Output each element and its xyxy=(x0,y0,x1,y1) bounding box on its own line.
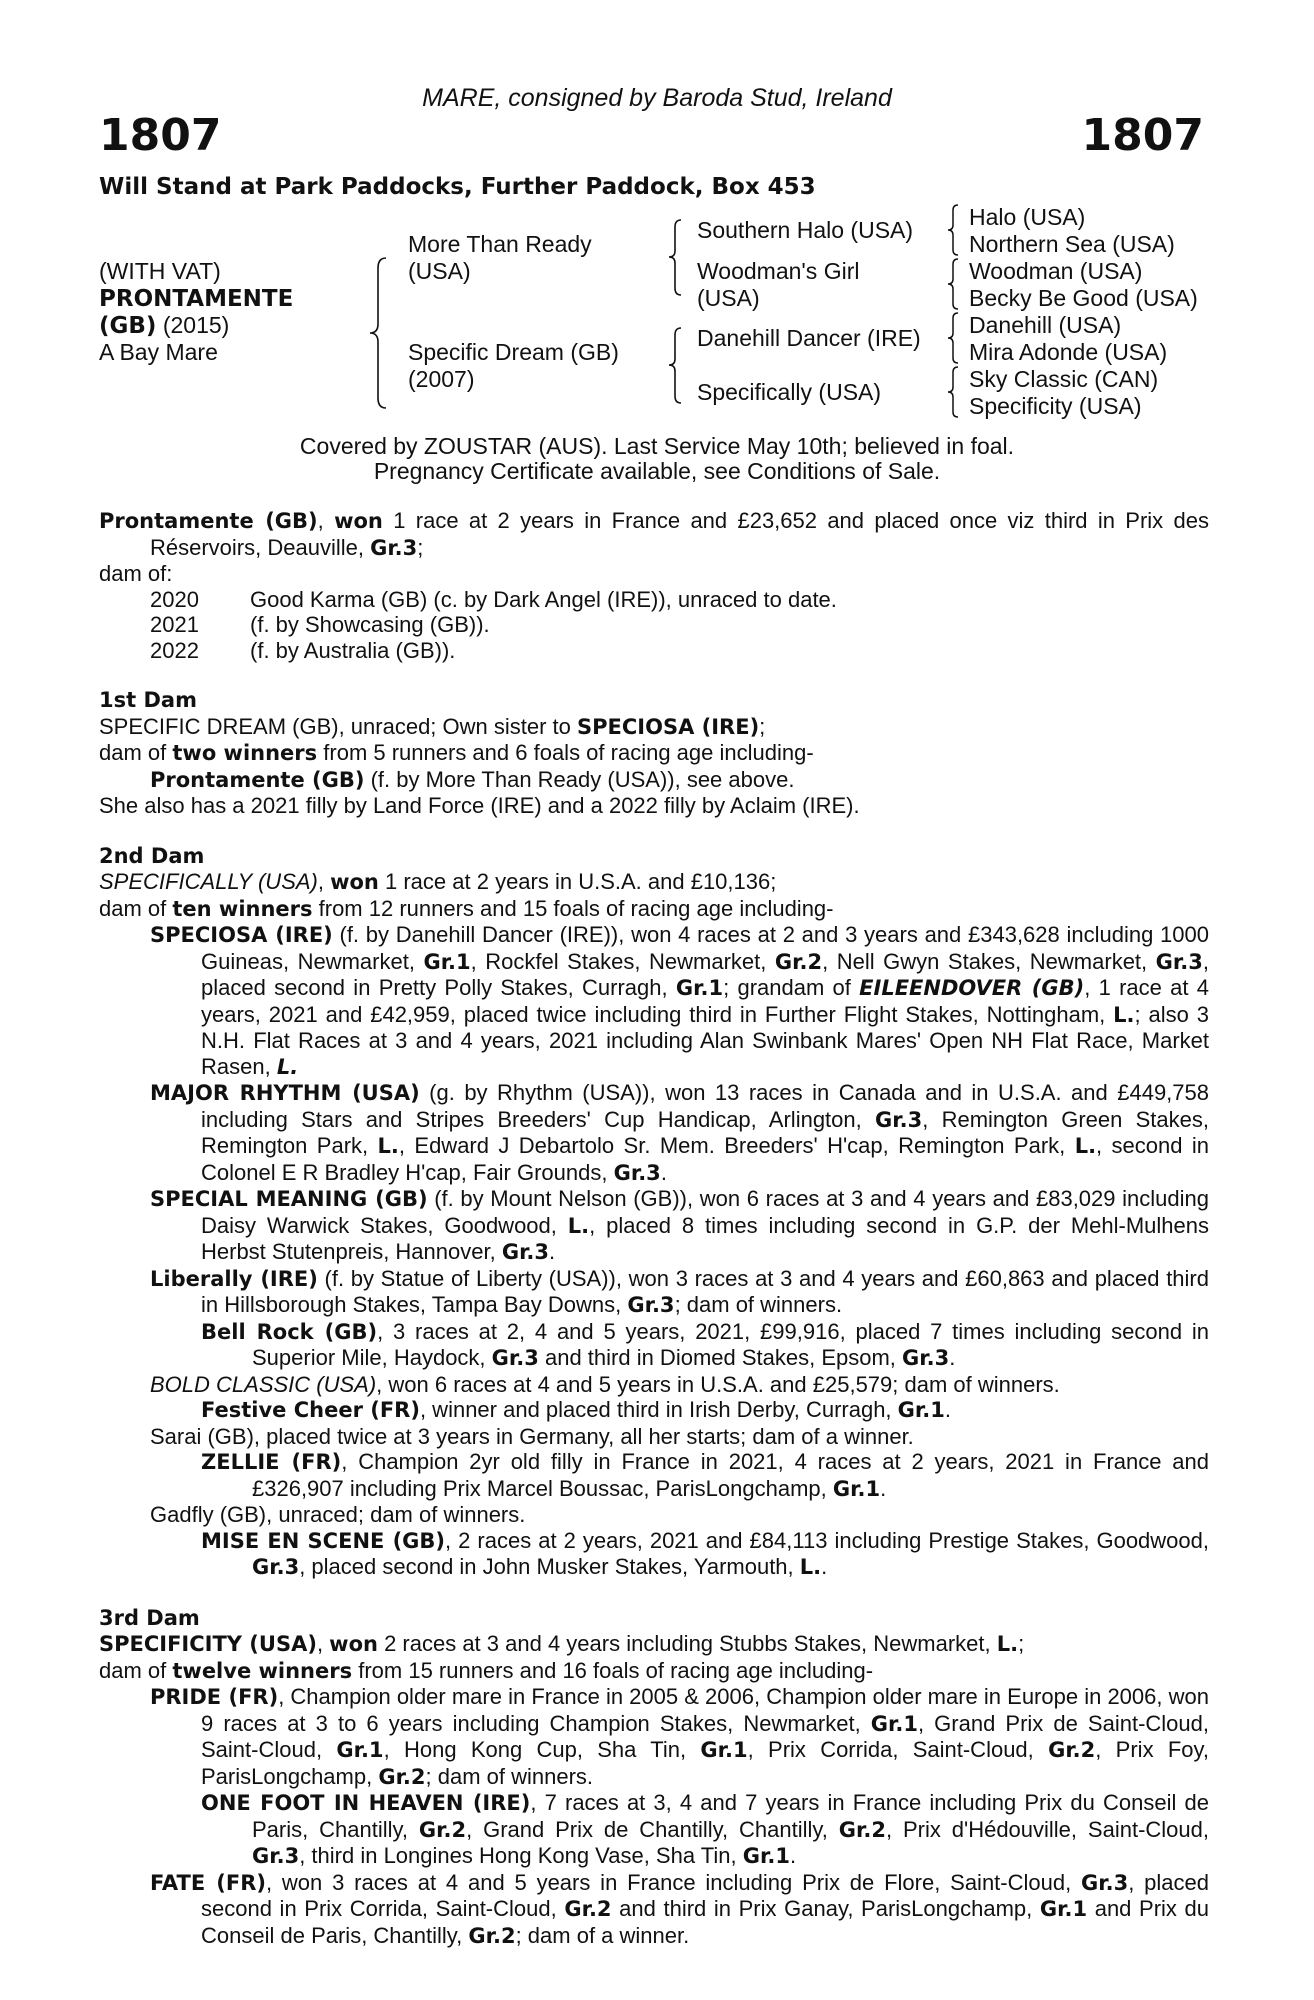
grade-label: L. xyxy=(1113,1002,1135,1027)
mare-name: Prontamente (GB) xyxy=(99,509,318,533)
produce-entry: Sarai (GB), placed twice at 3 years in Germany, all her starts; dam of a winner. xyxy=(150,1423,914,1449)
produce-entry xyxy=(99,1397,1209,1424)
text: , won 6 races at 4 and 5 years in U.S.A. and £25,579; dam of winners. xyxy=(376,1371,1060,1397)
dam-dam: Specifically (USA) xyxy=(697,379,882,405)
produce-name: ZELLIE (FR) xyxy=(201,1450,342,1474)
third-dam-heading: 3rd Dam xyxy=(99,1605,200,1630)
dam-name: Specific Dream (GB) xyxy=(408,339,619,365)
first-dam-line xyxy=(99,714,1209,741)
first-dam-text: SPECIFIC DREAM (GB), unraced; Own sister to xyxy=(99,713,578,739)
dd-sire: Sky Classic (CAN) xyxy=(969,366,1159,392)
text: ; dam of winners. xyxy=(674,1292,843,1317)
catalogue-body xyxy=(99,508,1209,1949)
produce-entry xyxy=(99,1790,1209,1870)
text: , Grand Prix de Chantilly, Chantilly, xyxy=(466,1816,839,1842)
text: ; dam of winners. xyxy=(425,1763,594,1789)
grade-label: Gr.1 xyxy=(700,1738,748,1762)
produce-name: Liberally (IRE) xyxy=(150,1266,318,1291)
produce-entry xyxy=(99,1186,1209,1266)
second-dam-produce-line xyxy=(99,896,1209,923)
horse-country: (GB) xyxy=(99,313,157,339)
text: , winner and placed third in Irish Derby, Curragh, xyxy=(419,1397,898,1422)
produce-name: BOLD CLASSIC (USA) xyxy=(150,1371,377,1397)
text: 1 race at 2 years in U.S.A. and £10,136; xyxy=(378,869,777,894)
grade-label: Gr.2 xyxy=(468,1923,516,1948)
sd-dam: Becky Be Good (USA) xyxy=(969,285,1198,311)
foal-year: 2020 xyxy=(150,586,199,612)
produce-name: SPECIOSA (IRE) xyxy=(150,923,333,947)
first-dam-heading: 1st Dam xyxy=(99,688,197,712)
grade-label: Gr.3 xyxy=(252,1555,300,1579)
sire-country: (USA) xyxy=(408,258,471,284)
text: dam of xyxy=(99,895,173,921)
text: . xyxy=(949,1345,956,1370)
grade-label: Gr.1 xyxy=(870,1711,918,1736)
grade-label: Gr.3 xyxy=(501,1240,550,1264)
grade-label: Gr.1 xyxy=(423,949,471,974)
produce-name: Prontamente (GB) xyxy=(150,767,365,792)
punctuation: , xyxy=(317,869,331,894)
pedigree-brace-dd xyxy=(945,365,961,421)
sire-dam: Woodman's Girl xyxy=(697,258,860,284)
grade-label: Gr.1 xyxy=(1039,1897,1088,1921)
sister-name: SPECIOSA (IRE) xyxy=(577,714,760,739)
grade-label: Gr.3 xyxy=(1081,1870,1129,1895)
sd-sire: Woodman (USA) xyxy=(969,258,1143,284)
text: dam of xyxy=(99,1657,173,1683)
text: , placed 8 times including second in G.P. der Mehl-Mulhens Herbst Stutenpreis, Hannover, xyxy=(201,1212,1209,1264)
mare-record-text: 1 race at 2 years in France and £23,652 and placed once viz third in Prix des Réservoirs, Deauville, xyxy=(150,508,1209,560)
won-label: won xyxy=(330,870,379,894)
text: and third in Prix Ganay, ParisLongchamp, xyxy=(611,1896,1040,1921)
text: , Grand Prix de Saint-Cloud, Saint-Cloud, xyxy=(201,1710,1210,1762)
produce-name: Festive Cheer (FR) xyxy=(201,1398,420,1422)
pedigree-brace-ds xyxy=(945,311,961,367)
grade-label: Gr.3 xyxy=(875,1107,923,1132)
grade-label: Gr.3 xyxy=(1155,949,1203,974)
produce-name: PRIDE (FR) xyxy=(150,1685,279,1709)
grade-label: Gr.3 xyxy=(370,535,418,560)
text: , Prix Foy, ParisLongchamp, xyxy=(201,1737,1209,1789)
horse-description: A Bay Mare xyxy=(99,339,218,365)
produce-entry xyxy=(99,1870,1209,1950)
sire-sire: Southern Halo (USA) xyxy=(697,217,914,243)
produce-entry xyxy=(99,1449,1209,1502)
covered-line-2: Pregnancy Certificate available, see Conditions of Sale. xyxy=(373,458,941,484)
grade-label: Gr.2 xyxy=(1048,1738,1096,1762)
dam-of-label: dam of: xyxy=(99,561,173,586)
grade-label: Gr.1 xyxy=(675,976,724,1000)
produce-name: SPECIAL MEANING (GB) xyxy=(150,1187,428,1211)
stand-location: Will Stand at Park Paddocks, Further Paddock, Box 453 xyxy=(99,174,816,200)
grade-label: Gr.2 xyxy=(378,1764,426,1789)
pedigree-brace-dam xyxy=(666,326,684,406)
text: , Prix d'Hédouville, Saint-Cloud, xyxy=(885,1816,1209,1842)
grade-label: L. xyxy=(996,1632,1019,1656)
punctuation: ; xyxy=(759,713,766,739)
text: (f. by Statue of Liberty (USA)), won 3 races at 3 and 4 years and £60,863 and placed third in Hillsborough Stakes, Tampa Bay Downs, xyxy=(201,1265,1209,1317)
ss-dam: Northern Sea (USA) xyxy=(969,231,1175,257)
produce-name: Bell Rock (GB) xyxy=(201,1319,378,1344)
covering-note xyxy=(0,434,1314,484)
grade-label: L. xyxy=(799,1555,822,1579)
text: and third in Diomed Stakes, Epsom, xyxy=(538,1345,903,1370)
text: dam of xyxy=(99,740,173,765)
grade-label: Gr.1 xyxy=(832,1476,881,1501)
produce-name: FATE (FR) xyxy=(150,1870,266,1895)
text: . xyxy=(660,1159,667,1185)
text: , 1 race at 4 years, 2021 and £42,959, placed twice including third in Further Flight Stakes, Nottingham, xyxy=(201,975,1209,1027)
grade-label: Gr.1 xyxy=(336,1738,384,1762)
foal-text: (f. by Australia (GB)). xyxy=(250,637,456,663)
text: , placed second in Prix Corrida, Saint-Cloud, xyxy=(201,1869,1209,1921)
text: (f. by Mount Nelson (GB)), won 6 races at 3 and 4 years and £83,029 including Daisy Warwick Stakes, Goodwood, xyxy=(201,1186,1210,1238)
produce-entry xyxy=(99,1080,1209,1186)
text: , second in Colonel E R Bradley H'cap, Fair Grounds, xyxy=(201,1133,1210,1185)
grade-label: Gr.3 xyxy=(627,1293,675,1317)
foal-row xyxy=(99,638,1209,664)
text: ; dam of a winner. xyxy=(515,1922,690,1948)
grade-label: Gr.2 xyxy=(838,1817,886,1842)
text: , Remington Green Stakes, Remington Park, xyxy=(201,1106,1209,1158)
first-dam-note: She also has a 2021 filly by Land Force (IRE) and a 2022 filly by Aclaim (IRE). xyxy=(99,793,860,818)
text: 2 races at 3 and 4 years including Stubbs Stakes, Newmarket, xyxy=(377,1631,997,1656)
produce-entry xyxy=(99,1319,1209,1372)
ss-sire: Halo (USA) xyxy=(969,204,1086,230)
foal-text: Good Karma (GB) (c. by Dark Angel (IRE)), unraced to date. xyxy=(250,586,837,612)
text: from 15 runners and 16 foals of racing age including- xyxy=(352,1657,874,1683)
produce-entry xyxy=(99,767,1209,794)
text: , placed second in John Musker Stakes, Yarmouth, xyxy=(299,1554,800,1579)
grade-label: Gr.1 xyxy=(742,1844,790,1868)
pedigree-brace-sire xyxy=(666,218,684,298)
text: , Hong Kong Cup, Sha Tin, xyxy=(383,1737,701,1762)
pedigree-brace-main xyxy=(366,256,390,410)
punctuation: ; xyxy=(1018,1631,1025,1656)
lot-number-right: 1807 xyxy=(1081,110,1204,161)
sire-name: More Than Ready xyxy=(408,231,592,257)
produce-entry xyxy=(99,922,1209,1080)
dam-sire: Danehill Dancer (IRE) xyxy=(697,325,921,351)
text: , 2 races at 2 years, 2021 and £84,113 including Prestige Stakes, Goodwood, xyxy=(445,1527,1209,1553)
mare-record: Prontamente (GB), won 1 race at 2 years in France and £23,652 and placed once viz third in Prix des Réservoirs, Deauville, Gr.3; xyxy=(99,508,1209,560)
foal-year: 2021 xyxy=(150,612,199,637)
ds-sire: Danehill (USA) xyxy=(969,312,1122,338)
foal-row xyxy=(99,612,1209,638)
first-dam-produce-line xyxy=(99,740,1209,767)
grade-label: Gr.3 xyxy=(613,1160,661,1185)
grade-label: Gr.1 xyxy=(897,1398,945,1422)
dd-dam: Specificity (USA) xyxy=(969,393,1142,419)
produce-entry xyxy=(99,1266,1209,1319)
pedigree-brace-ss xyxy=(945,203,961,259)
text: ; grandam of xyxy=(723,975,860,1000)
text: . xyxy=(821,1554,828,1579)
foal-row xyxy=(99,587,1209,613)
pedigree-brace-sd xyxy=(945,257,961,313)
grade-label: L. xyxy=(1074,1134,1097,1158)
text: (f. by More Than Ready (USA)), see above. xyxy=(364,766,795,792)
text: . xyxy=(549,1239,556,1264)
grade-label: Gr.2 xyxy=(418,1817,467,1842)
text: and Prix du Conseil de Paris, Chantilly, xyxy=(201,1896,1210,1948)
text: (g. by Rhythm (USA)), won 13 races in Canada and in U.S.A. and £449,758 including Stars and Stripes Breeders' Cup Handicap, Arlington, xyxy=(201,1080,1209,1132)
grade-label: Gr.3 xyxy=(491,1346,539,1370)
lot-number-left: 1807 xyxy=(99,110,222,161)
second-dam-name: SPECIFICALLY (USA) xyxy=(99,869,318,894)
text: (f. by Danehill Dancer (IRE)), won 4 races at 2 and 3 years and £343,628 including 1000 Guineas, Newmarket, xyxy=(201,922,1209,974)
punctuation: ; xyxy=(417,534,424,560)
produce-name: MAJOR RHYTHM (USA) xyxy=(150,1081,420,1105)
ds-dam: Mira Adonde (USA) xyxy=(969,339,1168,365)
grade-label: L. xyxy=(567,1213,590,1238)
text: ; also 3 N.H. Flat Races at 3 and 4 years, 2021 including Alan Swinbank Mares' Open NH Flat Race, Market Rasen, xyxy=(201,1001,1209,1079)
grade-label: Gr.3 xyxy=(252,1844,300,1868)
horse-name-text: PRONTAMENTE xyxy=(99,286,294,312)
grade-label: L. xyxy=(377,1134,399,1158)
winners-count: ten winners xyxy=(172,896,313,921)
grade-label: Gr.2 xyxy=(774,949,823,974)
produce-name: MISE EN SCENE (GB) xyxy=(201,1528,446,1553)
produce-name: ONE FOOT IN HEAVEN (IRE) xyxy=(201,1791,531,1815)
text: , Edward J Debartolo Sr. Mem. Breeders' H'cap, Remington Park, xyxy=(398,1133,1075,1158)
text: , Champion older mare in France in 2005 & 2006, Champion older mare in Europe in 2006, won 9 races at 3 to 6 years including Champion Stakes, Newmarket, xyxy=(201,1684,1209,1736)
foal-year: 2022 xyxy=(150,637,199,663)
text: , Champion 2yr old filly in France in 2021, 4 races at 2 years, 2021 in France and £326,907 including Prix Marcel Boussac, ParisLongchamp, xyxy=(252,1449,1210,1501)
produce-entry xyxy=(99,1684,1209,1790)
third-dam-name: SPECIFICITY (USA) xyxy=(99,1632,317,1656)
won-label: won xyxy=(334,509,383,533)
third-dam-line xyxy=(99,1631,1209,1658)
text: , Nell Gwyn Stakes, Newmarket, xyxy=(822,948,1156,974)
text: . xyxy=(880,1475,887,1501)
text: , placed second in Pretty Polly Stakes, Curragh, xyxy=(201,948,1209,1000)
text: from 5 runners and 6 foals of racing age including- xyxy=(317,740,814,765)
text: , Prix Corrida, Saint-Cloud, xyxy=(747,1737,1049,1762)
horse-name xyxy=(99,285,293,313)
third-dam-produce-line xyxy=(99,1658,1209,1685)
sire-dam-country: (USA) xyxy=(697,285,760,311)
horse-year: (2015) xyxy=(156,312,230,338)
text: . xyxy=(944,1397,951,1422)
produce-entry xyxy=(99,1528,1209,1581)
text: , third in Longines Hong Kong Vase, Sha Tin, xyxy=(299,1843,743,1868)
text: , won 3 races at 4 and 5 years in France including Prix de Flore, Saint-Cloud, xyxy=(265,1869,1082,1895)
punctuation: , xyxy=(316,1631,330,1656)
covered-line-1: Covered by ZOUSTAR (AUS). Last Service May 10th; believed in foal. xyxy=(299,433,1015,459)
text: , 3 races at 2, 4 and 5 years, 2021, £99,916, placed 7 times including second in Superior Mile, Haydock, xyxy=(252,1318,1209,1370)
vat-note: (WITH VAT) xyxy=(99,258,221,284)
second-dam-heading: 2nd Dam xyxy=(99,843,205,868)
dam-year: (2007) xyxy=(408,366,475,392)
text: , 7 races at 3, 4 and 7 years in France including Prix du Conseil de Paris, Chantilly, xyxy=(252,1790,1209,1842)
second-dam-line xyxy=(99,869,1209,896)
text: from 12 runners and 15 foals of racing age including- xyxy=(312,895,834,921)
horse-country-year xyxy=(99,312,229,340)
consignment-line: MARE, consigned by Baroda Stud, Ireland xyxy=(422,84,892,112)
foal-text: (f. by Showcasing (GB)). xyxy=(250,612,490,637)
won-label: won xyxy=(329,1632,378,1656)
produce-entry xyxy=(99,1372,1209,1398)
grade-label: Gr.2 xyxy=(564,1897,612,1921)
text: , Rockfel Stakes, Newmarket, xyxy=(470,948,775,974)
winners-count: twelve winners xyxy=(172,1658,353,1683)
grade-label: L. xyxy=(276,1054,299,1079)
text: . xyxy=(789,1843,797,1868)
grandchild-name: EILEENDOVER (GB) xyxy=(859,976,1085,1000)
produce-entry: Gadfly (GB), unraced; dam of winners. xyxy=(150,1502,526,1527)
grade-label: Gr.3 xyxy=(902,1346,950,1370)
winners-count: two winners xyxy=(172,741,318,765)
